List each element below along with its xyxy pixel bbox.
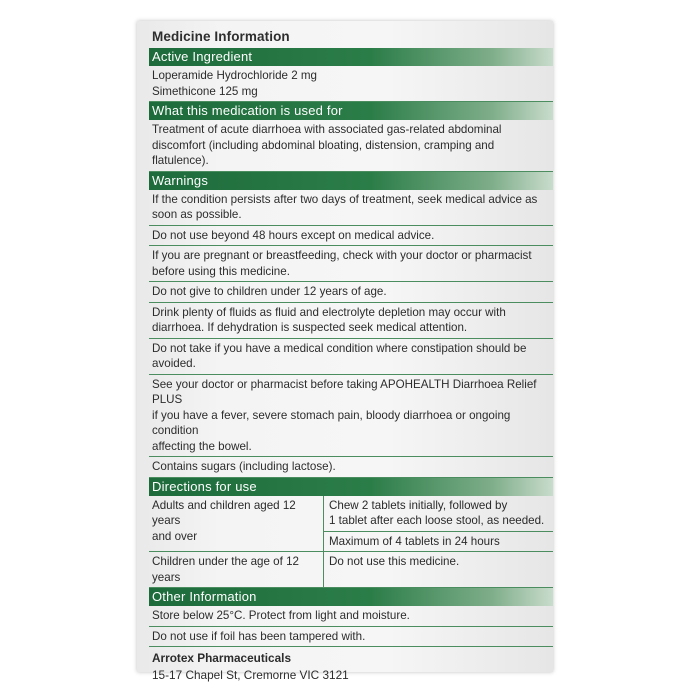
other-info-item: Store below 25°C. Protect from light and moisture.	[149, 606, 553, 627]
warning-item	[149, 457, 553, 478]
warning-line: Do not take if you have a medical condition where constipation should be	[152, 341, 527, 355]
section-header-warnings: Warnings	[149, 172, 553, 190]
warning-item	[149, 282, 553, 303]
medicine-information-panel	[137, 21, 553, 682]
age-group-line: and over	[152, 529, 198, 543]
section-header-other-information: Other Information	[149, 588, 553, 606]
warning-line: Contains sugars (including lactose).	[152, 460, 336, 473]
directions-age-group: Children under the age of 12 years	[149, 552, 324, 587]
dosage-maximum: Maximum of 4 tablets in 24 hours	[329, 534, 500, 548]
uses-line: Treatment of acute diarrhoea with associated gas-related abdominal	[152, 123, 502, 136]
dosage-instructions	[324, 496, 553, 532]
section-header-directions: Directions for use	[149, 478, 553, 496]
directions-row-adults	[149, 496, 553, 553]
warning-line: If the condition persists after two days of treatment, seek medical advice as	[152, 192, 538, 206]
section-header-uses: What this medication is used for	[149, 102, 553, 120]
ingredient-line: Loperamide Hydrochloride 2 mg	[152, 69, 317, 82]
other-info-item: Do not use if foil has been tampered with.	[149, 627, 553, 648]
warning-line: diarrhoea. If dehydration is suspected seek medical attention.	[152, 321, 468, 334]
warning-line: Do not give to children under 12 years of age.	[152, 285, 387, 298]
warning-line: soon as possible.	[152, 208, 242, 221]
warning-item	[149, 246, 553, 282]
warning-item	[149, 190, 553, 226]
warning-item	[149, 375, 553, 458]
dosage-instructions: Do not use this medicine.	[329, 555, 460, 568]
warning-line: Do not use beyond 48 hours except on medical advice.	[152, 228, 435, 242]
warning-item	[149, 339, 553, 375]
uses-line: discomfort (including abdominal bloating, distension, cramping and flatulence).	[152, 138, 495, 167]
warning-line: affecting the bowel.	[152, 439, 252, 453]
section-header-active-ingredient: Active Ingredient	[149, 48, 553, 66]
directions-age-group	[149, 496, 324, 552]
warning-line: if you have a fever, severe stomach pain, bloody diarrhoea or ongoing condition	[152, 408, 511, 437]
panel-content	[149, 21, 553, 683]
warning-line: If you are pregnant or breastfeeding, check with your doctor or pharmacist	[152, 249, 532, 262]
ingredient-line: Simethicone 125 mg	[152, 84, 258, 98]
warning-item	[149, 303, 553, 339]
warning-item	[149, 226, 553, 247]
company-address: 15-17 Chapel St, Cremorne VIC 3121	[152, 668, 349, 682]
page-title: Medicine Information	[152, 29, 290, 44]
warning-line: avoided.	[152, 357, 196, 370]
age-group-line: Adults and children aged 12 years	[152, 498, 296, 527]
directions-dosage	[324, 552, 553, 587]
warning-line: before using this medicine.	[152, 264, 290, 278]
dosage-line: Chew 2 tablets initially, followed by	[329, 498, 508, 512]
warning-line: See your doctor or pharmacist before taking APOHEALTH Diarrhoea Relief PLUS	[152, 377, 537, 406]
company-name: Arrotex Pharmaceuticals	[152, 651, 292, 665]
active-ingredient-list	[149, 66, 553, 102]
directions-dosage	[324, 496, 553, 552]
directions-row-children	[149, 552, 553, 588]
uses-text	[149, 120, 553, 172]
warning-line: Drink plenty of fluids as fluid and electrolyte depletion may occur with	[152, 305, 506, 319]
dosage-line: 1 tablet after each loose stool, as needed.	[329, 514, 545, 527]
